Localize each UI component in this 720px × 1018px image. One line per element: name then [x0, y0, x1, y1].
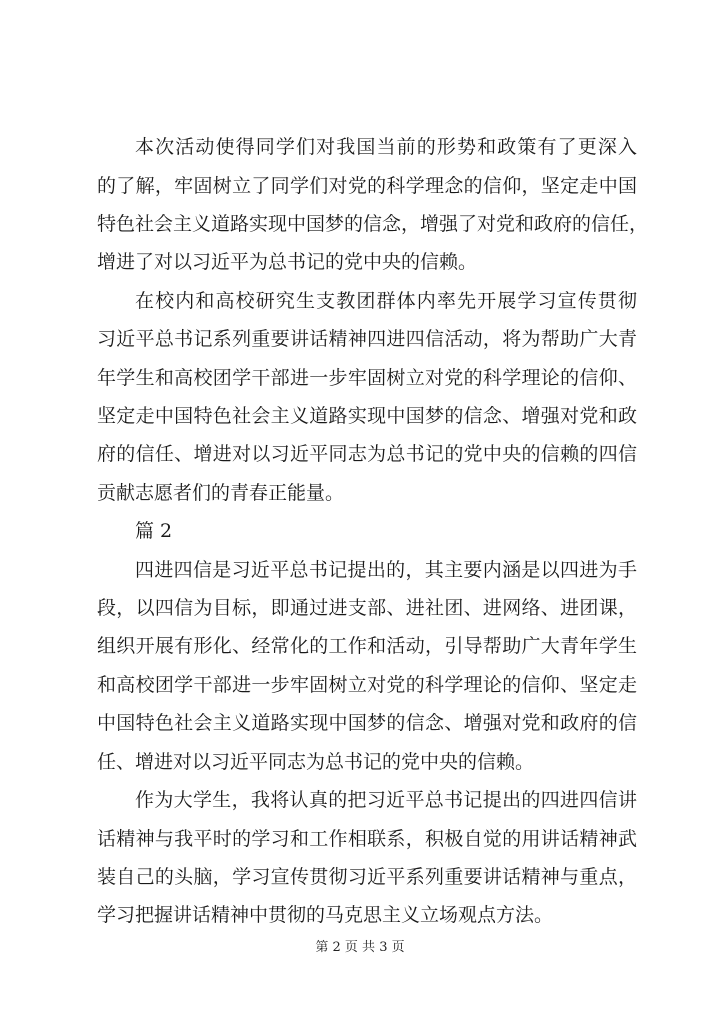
paragraph-2-line-5: 府的信任、增进对以习近平同志为总书记的党中央的信赖的四信 — [97, 443, 637, 465]
paragraph-3-line-3: 组织开展有形化、经常化的工作和活动，引导帮助广大青年学生 — [97, 635, 637, 657]
paragraph-3-line-1: 四进四信是习近平总书记提出的，其主要内涵是以四进为手 — [135, 559, 637, 581]
paragraph-2-line-4: 坚定走中国特色社会主义道路实现中国梦的信念、增强对党和政 — [97, 405, 637, 427]
paragraph-1-line-1: 本次活动使得同学们对我国当前的形势和政策有了更深入 — [135, 136, 637, 158]
paragraph-3-line-4: 和高校团学干部进一步牢固树立对党的科学理论的信仰、坚定走 — [97, 674, 637, 696]
paragraph-1-line-4: 增进了对以习近平为总书记的党中央的信赖。 — [97, 251, 478, 273]
paragraph-3-line-6: 任、增进对以习近平同志为总书记的党中央的信赖。 — [97, 751, 535, 773]
paragraph-4-line-3: 装自己的头脑，学习宣传贯彻习近平系列重要讲话精神与重点， — [97, 866, 637, 888]
paragraph-3-line-5: 中国特色社会主义道路实现中国梦的信念、增强对党和政府的信 — [97, 712, 637, 734]
paragraph-2-line-1: 在校内和高校研究生支教团群体内率先开展学习宣传贯彻 — [135, 290, 637, 312]
paragraph-4-line-2: 话精神与我平时的学习和工作相联系，积极自觉的用讲话精神武 — [97, 828, 637, 850]
paragraph-2-line-2: 习近平总书记系列重要讲话精神四进四信活动，将为帮助广大青 — [97, 328, 637, 350]
paragraph-4-line-4: 学习把握讲话精神中贯彻的马克思主义立场观点方法。 — [97, 904, 554, 926]
paragraph-1-line-2: 的了解，牢固树立了同学们对党的科学理念的信仰，坚定走中国 — [97, 175, 637, 197]
paragraph-2-line-3: 年学生和高校团学干部进一步牢固树立对党的科学理论的信仰、 — [97, 367, 637, 389]
paragraph-1-line-3: 特色社会主义道路实现中国梦的信念，增强了对党和政府的信任， — [97, 213, 649, 235]
page-footer: 第 2 页 共 3 页 — [315, 940, 405, 955]
section-heading: 篇 2 — [135, 520, 173, 542]
paragraph-3-line-2: 段，以四信为目标，即通过进支部、进社团、进网络、进团课， — [97, 597, 637, 619]
paragraph-2-line-6: 贡献志愿者们的青春正能量。 — [97, 482, 345, 504]
paragraph-4-line-1: 作为大学生，我将认真的把习近平总书记提出的四进四信讲 — [135, 789, 637, 811]
